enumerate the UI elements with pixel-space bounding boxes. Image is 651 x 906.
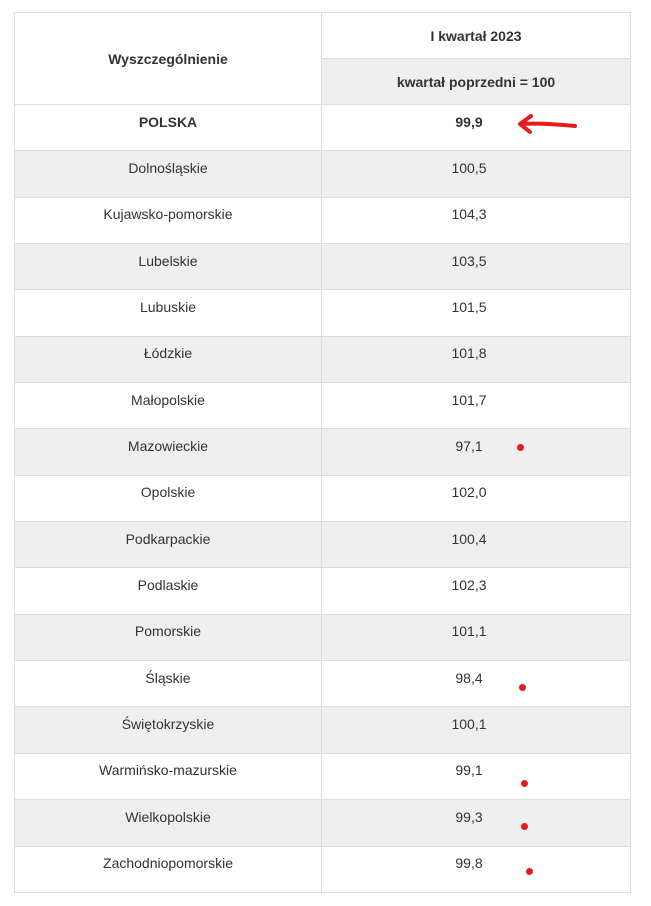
value-cell (322, 290, 631, 336)
region-cell (15, 614, 322, 660)
value-cell (322, 568, 631, 614)
region-cell (15, 475, 322, 521)
region-name: Lubelskie (138, 252, 198, 269)
table-row (15, 753, 631, 799)
index-value: 100,5 (451, 160, 487, 177)
red-dot-marker (517, 444, 524, 451)
value-cell (322, 105, 631, 151)
red-dot-marker (521, 823, 528, 830)
value-cell (322, 522, 631, 568)
table-row (15, 383, 631, 429)
region-cell (15, 522, 322, 568)
value-cell (322, 197, 631, 243)
region-name: Mazowieckie (127, 438, 209, 455)
region-name: Zachodniopomorskie (103, 855, 233, 872)
region-name: Świętokrzyskie (121, 716, 215, 733)
region-name: Podkarpackie (125, 530, 211, 547)
table-row (15, 846, 631, 892)
value-cell (322, 661, 631, 707)
value-cell (322, 753, 631, 799)
value-cell (322, 151, 631, 197)
index-value: 101,5 (451, 299, 487, 316)
index-value: 102,3 (451, 577, 487, 594)
index-value: 104,3 (451, 206, 487, 223)
table-row (15, 800, 631, 846)
region-name: Łódzkie (143, 345, 193, 362)
region-name: Wielkopolskie (125, 808, 211, 825)
table-row (15, 151, 631, 197)
index-value: 99,9 (455, 113, 483, 130)
table-row (15, 568, 631, 614)
value-cell (322, 846, 631, 892)
index-value: 100,4 (451, 530, 487, 547)
table-row (15, 429, 631, 475)
red-arrow-annotation (515, 114, 579, 136)
region-name: Śląskie (145, 669, 191, 686)
value-cell (322, 475, 631, 521)
table-row (15, 197, 631, 243)
value-cell (322, 614, 631, 660)
region-cell (15, 244, 322, 290)
index-value: 98,4 (455, 669, 483, 686)
region-name: Lubuskie (139, 299, 197, 316)
region-cell (15, 568, 322, 614)
value-cell (322, 429, 631, 475)
red-dot-marker (519, 684, 526, 691)
region-cell (15, 753, 322, 799)
value-cell (322, 336, 631, 382)
index-value: 99,3 (455, 808, 483, 825)
red-dot-marker (526, 868, 533, 875)
region-cell (15, 336, 322, 382)
region-name: POLSKA (138, 113, 198, 130)
table-row (15, 475, 631, 521)
region-cell (15, 151, 322, 197)
index-value: 99,8 (455, 855, 483, 872)
table-body (15, 105, 631, 893)
index-value: 101,1 (451, 623, 487, 640)
table-row (15, 336, 631, 382)
index-value: 101,7 (451, 391, 487, 408)
value-cell (322, 800, 631, 846)
region-name: Warmińsko-mazurskie (99, 762, 237, 779)
region-cell (15, 707, 322, 753)
header-period: I kwartał 2023 (322, 13, 631, 59)
value-cell (322, 707, 631, 753)
index-value: 103,5 (451, 252, 487, 269)
region-name: Małopolskie (131, 391, 205, 408)
index-value: 97,1 (455, 438, 483, 455)
index-value: 101,8 (451, 345, 487, 362)
table-row (15, 244, 631, 290)
region-name: Opolskie (140, 484, 196, 501)
region-name: Pomorskie (134, 623, 202, 640)
region-cell (15, 429, 322, 475)
index-value: 99,1 (455, 762, 483, 779)
header-label-column: Wyszczególnienie (15, 13, 322, 105)
region-cell (15, 105, 322, 151)
region-cell (15, 846, 322, 892)
index-value: 102,0 (451, 484, 487, 501)
region-cell (15, 661, 322, 707)
region-name: Podlaskie (137, 577, 199, 594)
regional-index-table (14, 12, 631, 893)
table-row (15, 614, 631, 660)
table-row (15, 661, 631, 707)
index-value: 100,1 (451, 716, 487, 733)
value-cell (322, 244, 631, 290)
region-name: Dolnośląskie (128, 160, 208, 177)
red-dot-marker (521, 780, 528, 787)
table-row (15, 290, 631, 336)
region-cell (15, 800, 322, 846)
region-name: Kujawsko-pomorskie (103, 206, 233, 223)
region-cell (15, 197, 322, 243)
table-row (15, 522, 631, 568)
region-cell (15, 383, 322, 429)
header-basis: kwartał poprzedni = 100 (322, 59, 631, 105)
region-cell (15, 290, 322, 336)
table-row (15, 707, 631, 753)
value-cell (322, 383, 631, 429)
